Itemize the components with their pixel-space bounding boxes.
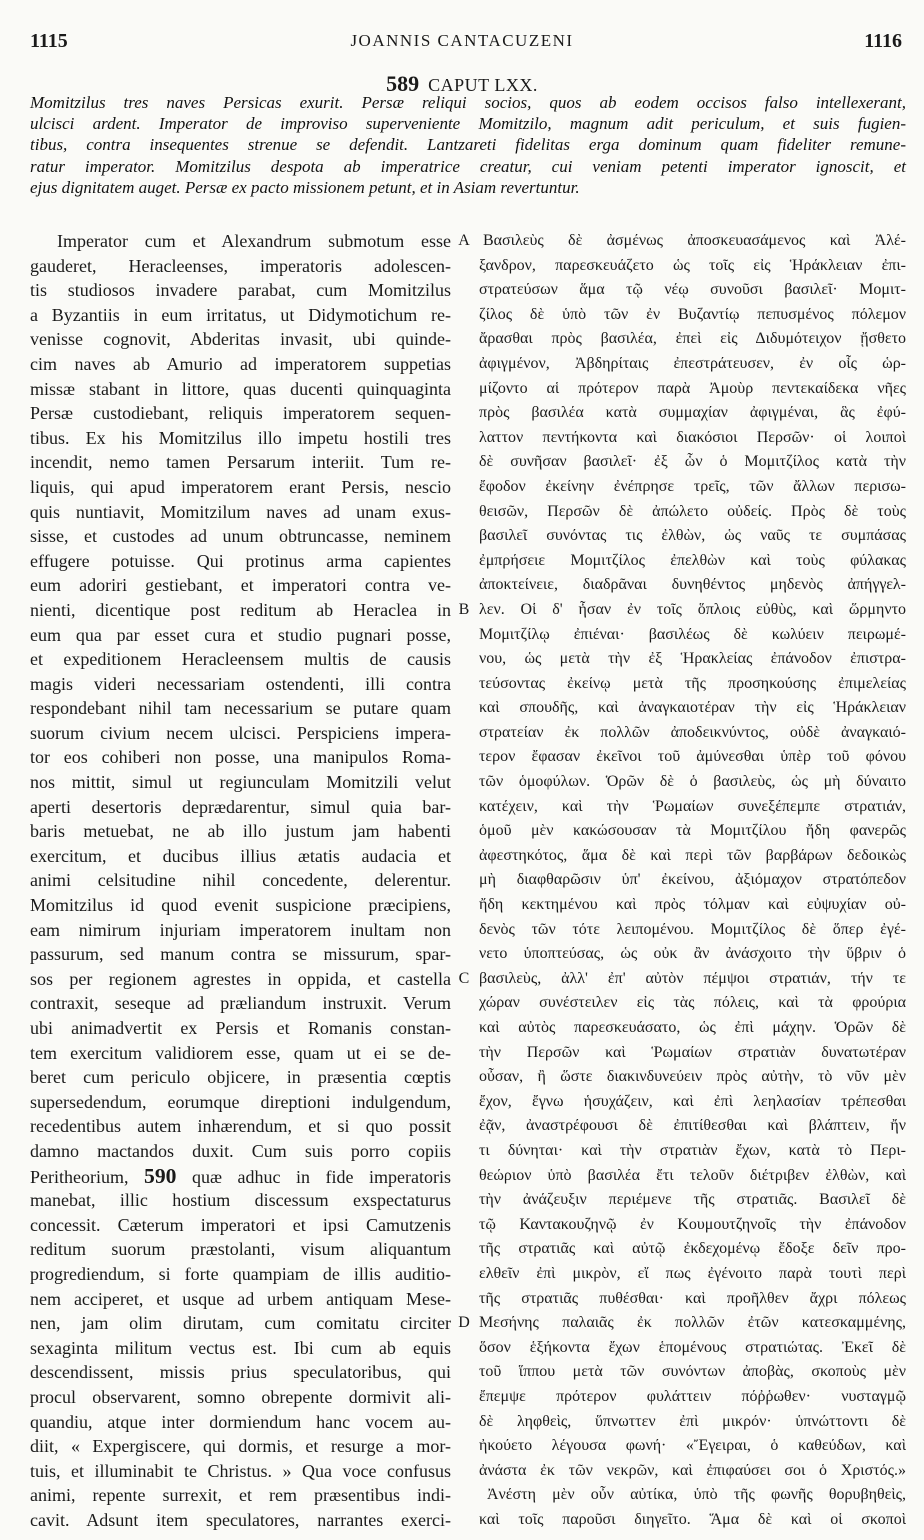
latin-line: et expeditionem Heracleensem multis de causis bbox=[30, 649, 451, 670]
latin-line: tuis, et illuminabit te Christus. » Qua voce confusus bbox=[30, 1460, 451, 1481]
greek-line: ὅσον ἑξήκοντα ἔχων ἑπομένους στρατιώτας. Ἐκεῖ δὲ bbox=[479, 1338, 906, 1356]
latin-line: recedentibus autem inhærendum, et si quo possit bbox=[30, 1116, 451, 1137]
greek-line: τῆς στρατιᾶς πυθέσθαι· καὶ προῆλθεν ἄχρι πόλεως bbox=[479, 1289, 906, 1307]
latin-line: supersedendum, eorumque direptioni indulgendum, bbox=[30, 1091, 451, 1112]
page-number-left: 1115 bbox=[30, 30, 68, 52]
greek-line: τὴν ἀνάζευξιν περιέμενε τῆς στρατιᾶς. Βασιλεῖ δὲ bbox=[479, 1191, 906, 1209]
greek-line: χώραν συνέστειλεν εἰς τὰς πόλεις, καὶ τὰ φρούρια bbox=[479, 994, 906, 1012]
latin-column bbox=[30, 229, 451, 1532]
latin-line: tem exercitum validiorem esse, quam ut ei se de- bbox=[30, 1042, 451, 1063]
latin-line: contraxit, seseque ad præliandum instruxit. Verum bbox=[30, 993, 451, 1014]
margin-marker-c: C bbox=[458, 970, 470, 987]
greek-line: τοῦ ἵππου μετὰ τῶν συνόντων ἀποβὰς, σκοποὺς μὲν bbox=[479, 1363, 906, 1381]
latin-line: liquis, qui apud imperatorem erant Persis, nescio bbox=[30, 476, 451, 497]
summary-line: ratur imperator. Momitzilus despota ab imperatrice creatur, cui veniam petenti imperator ignoscit, et bbox=[30, 156, 906, 176]
latin-line: magis videri necessariam ostendenti, illi contra bbox=[30, 673, 451, 694]
greek-line: ελθεῖν ἐπὶ μικρὸν, εἴ πως ἐγένοιτο παρὰ τουτὶ περὶ bbox=[479, 1264, 906, 1282]
greek-line: Μομιτζίλῳ ἐπιέναι· βασιλέως δὲ κωλύειν πειρωμέ- bbox=[479, 625, 906, 643]
greek-line: τῷ Καντακουζηνῷ ἐν Κουμουτζηνοῖς τὴν ἐπάνοδον bbox=[479, 1215, 906, 1233]
latin-line: procul observarent, somno obrepente dormivit ali- bbox=[30, 1386, 451, 1407]
greek-line: ἤδη κεκτημένου καὶ πρὸς τόλμαν καὶ εὐψυχίαν οὐ- bbox=[479, 896, 906, 914]
margin-marker-d: D bbox=[458, 1314, 470, 1331]
latin-line: Persæ custodiebant, reliquis imperatorem sequen- bbox=[30, 403, 451, 424]
greek-line: στρατεύσων ἅμα τῷ νέῳ συνοῦσι βασιλεῖ· Μομιτ- bbox=[479, 281, 906, 299]
latin-line: Momitzilus id quod evenit suspicione præcipiens, bbox=[30, 895, 451, 916]
summary-line: Momitzilus tres naves Persicas exurit. Persæ reliqui socios, quos ab eodem occisos falso intellexerant, bbox=[30, 93, 906, 112]
latin-line: descendissent, missis prius speculatoribus, qui bbox=[30, 1362, 451, 1383]
latin-line: diit, « Expergiscere, qui dormis, et resurge a mor- bbox=[30, 1436, 451, 1457]
latin-line: eam nimirum injuriam imperatorem inultam non bbox=[30, 919, 451, 940]
latin-line: tis studiosos invadere parabat, cum Momitzilus bbox=[30, 280, 451, 301]
greek-line: ἄρασθαι πρὸς βασιλέα, ἐπεὶ εἰς Διδυμότειχον ᾔσθετο bbox=[479, 330, 906, 348]
greek-line: Μεσήνης παλαιᾶς ἐκ πολλῶν ἐτῶν κατεσκαμμένης, bbox=[479, 1314, 906, 1332]
latin-line: exercitum, et ducibus illius ætatis audacia et bbox=[30, 845, 451, 866]
greek-line: ὁμοῦ μὲν κακώσουσαν τὰ Μομιτζίλου ἤδη φανερῶς bbox=[479, 822, 906, 840]
greek-line: κατέχειν, καὶ τὴν Ῥωμαίων συνεξέπεμπε στρατιάν, bbox=[479, 797, 906, 815]
greek-line: ἀνάστα ἐκ τῶν νεκρῶν, καὶ ἐπιφαύσει σοι ὁ Χριστός.» bbox=[479, 1461, 906, 1479]
greek-line: μίζοντο αἱ πρότερον παρὰ Ἀμοὺρ πεντεκαίδεκα νῆες bbox=[479, 379, 906, 397]
summary-line: ejus dignitatem auget. Persæ ex pacto missionem petunt, et in Asiam revertuntur. bbox=[30, 177, 580, 197]
latin-line bbox=[30, 1164, 451, 1189]
summary-line: ulcisci ardent. Imperator de improviso superveniente Momitzilo, magnum adit periculum, et suis fugien- bbox=[30, 114, 906, 134]
greek-line: ἀποκτείνειε, διαδρᾶναι δυνηθέντος μηδενὸς ἀπήγγελ- bbox=[479, 576, 906, 594]
greek-column bbox=[479, 229, 906, 1532]
latin-line: baris metuebat, ne ab illo justum jam habenti bbox=[30, 821, 451, 842]
greek-line: νου, ὡς μετὰ τὴν ἐξ Ἡρακλείας ἐπάνοδον ἐπιστρα- bbox=[479, 650, 906, 668]
latin-line: nem acciperet, et usque ad urbem antiquam Mese- bbox=[30, 1288, 451, 1309]
greek-line: οὖσαν, ἢ ὥστε διακινδυνεύειν πρὸς αὐτὴν, τὸ νῦν μὲν bbox=[479, 1068, 906, 1086]
greek-line: πρὸς βασιλέα κατὰ συμμαχίαν ἀφιγμέναι, ἃς ἐφύ- bbox=[479, 404, 906, 422]
greek-line: ἐᾷν, ἀναστρέφουσι δὲ ἐπιτίθεσθαι καὶ βλάπτειν, ἤν bbox=[479, 1117, 906, 1135]
greek-line: λεν. Οἱ δ' ἦσαν ἐν τοῖς ὅπλοις εὐθὺς, καὶ ὥρμηντο bbox=[479, 600, 906, 618]
greek-line: ἀφεστηκότος, ἅμα δὲ καὶ περὶ τῶν βαρβάρων δεδοικὼς bbox=[479, 846, 906, 864]
latin-line: animi celsitudine nihil concedente, delerentur. bbox=[30, 870, 451, 891]
chapter-page-number: 589 bbox=[386, 71, 420, 96]
greek-line: δὲ ληφθεὶς, ὕπνωττεν ἐπὶ μικρόν· ὑπνώττοντι δὲ bbox=[479, 1412, 906, 1430]
greek-line: ἔφοδον ἐκείνην ἐνέπρησε τρεῖς, τῶν ἄλλων περισω- bbox=[479, 477, 906, 495]
latin-line: animi, repente surrexit, et rem præsentibus indi- bbox=[30, 1485, 451, 1506]
greek-line: ζίλος δὲ ὑπὸ τῶν ἐν Βυζαντίῳ πεπυσμένος πόλεμον bbox=[479, 305, 906, 323]
latin-line: beret cum periculo objicere, in præsentia cœptis bbox=[30, 1067, 451, 1088]
greek-line: τῶν ὁμοφύλων. Ὁρῶν δὲ ὁ βασιλεὺς, ὡς μὴ δύναιτο bbox=[479, 773, 906, 791]
greek-line: ξανδρον, παρεσκευάζετο ὡς τοῖς εἰς Ἡράκλειαν ἐπι- bbox=[479, 256, 906, 274]
greek-line: στρατείαν ἐκ πολλῶν ἀποδεικνύντος, οὐδὲ ἀναγκαιό- bbox=[479, 723, 906, 741]
greek-line: θεώριον ὑπὸ βασιλέα ἔτι τελοῦν διέτριβεν ἐλθὼν, καὶ bbox=[479, 1166, 906, 1184]
latin-line: reditum suorum præstolanti, visum aliquantum bbox=[30, 1239, 451, 1260]
greek-line: καὶ αὐτὸς παρεσκευάσατο, ὡς ἐπὶ μάχην. Ὁρῶν δὲ bbox=[479, 1019, 906, 1036]
latin-line: damno mactandos duxit. Cum suis porro copiis bbox=[30, 1140, 451, 1161]
greek-line: νετο ὑποπτεύσας, ὡς οὐκ ἂν ἀνάσχοιτο τὴν ὕβριν ὁ bbox=[479, 945, 906, 963]
greek-line: καὶ τοῖς παροῦσι διηγεῖτο. Ἅμα δὲ καὶ οἱ σκοποὶ bbox=[479, 1510, 906, 1528]
margin-marker-a: A bbox=[458, 232, 470, 249]
greek-line: ἠκούετο λέγουσα φωνή· «Ἔγειραι, ὁ καθεύδων, καὶ bbox=[479, 1437, 906, 1455]
greek-line: τῆς στρατιᾶς καὶ αὐτῷ ἐκδεχομένῳ ἔδοξε δεῖν προ- bbox=[479, 1240, 906, 1258]
summary-line: tibus, contra insequentes strenue se defendit. Lantzareti fidelitas erga dominum quam fideliter remune- bbox=[30, 135, 906, 155]
latin-line: gauderet, Heracleenses, imperatoris adolescen- bbox=[30, 255, 451, 276]
greek-line: καὶ σπουδῆς, καὶ ἀναγκαιοτέραν τὴν εἰς Ἡράκλειαν bbox=[479, 699, 906, 717]
latin-line: missæ stabant in littore, quas ducenti quinquaginta bbox=[30, 378, 451, 399]
greek-line: ἔπεμψε πρότερον φυλάττειν πόῤῥωθεν· νυσταγμῷ bbox=[479, 1387, 906, 1405]
greek-line: βασιλεὺς, ἀλλ' ἐπ' αὐτὸν πέμψοι στρατιάν, τήν τε bbox=[479, 969, 906, 987]
chapter-summary bbox=[30, 92, 906, 198]
greek-line: δὲ συνῆσαν βασιλεῖ· ἐξ ὧν ὁ Μομιτζίλος κατὰ τὴν bbox=[479, 453, 906, 471]
line-segment: quæ adhuc in fide imperatoris bbox=[191, 1166, 451, 1187]
latin-line: suorum civium necem ulcisci. Perspiciens impera- bbox=[30, 722, 451, 743]
latin-line: nen, jam olim dirutam, cum comitatu circiter bbox=[30, 1313, 451, 1334]
greek-line: τερον ἔφασαν ἐκεῖνοι τοῦ ἀμύνεσθαι ὑπὲρ τοῦ φόνου bbox=[479, 748, 906, 766]
greek-line: ἐμπρήσειε Μομιτζίλος ἐπελθὼν καὶ τοὺς φύλακας bbox=[479, 551, 906, 569]
latin-line: nos mittit, simul ut regiunculam Momitzili velut bbox=[30, 772, 451, 793]
greek-line: μὴ διαφθαρῶσιν ὑπ' ἐκείνου, ἀξιόμαχον στρατόπεδον bbox=[479, 871, 906, 889]
latin-line: venisse cognovit, Abderitas invasit, ubi quinde- bbox=[30, 329, 451, 350]
latin-line: effugere potuisse. Qui protinus arma capientes bbox=[30, 550, 451, 571]
latin-line: a Byzantiis in eum irritatus, ut Didymotichum re- bbox=[30, 304, 451, 325]
greek-line: τὴν Περσῶν καὶ Ῥωμαίων στρατιὰν δυνατωτέραν bbox=[479, 1043, 906, 1061]
latin-line: quandiu, atque inter dormiendum hanc vocem au- bbox=[30, 1411, 451, 1432]
greek-line: λαττον πεντήκοντα καὶ διακόσιοι Περσῶν· οἱ λοιποὶ bbox=[479, 428, 906, 446]
greek-line: τεύσοντας ἐκείνῳ μετὰ τῆς προσηκούσης ἐπιμελείας bbox=[479, 674, 906, 692]
greek-line: δενὸς τῶν τότε λειπομένου. Μομιτζίλος δὲ ὅπερ ἐγέ- bbox=[479, 920, 906, 938]
latin-line: Imperator cum et Alexandrum submotum esse bbox=[57, 231, 451, 251]
margin-marker-b: B bbox=[458, 601, 470, 618]
line-segment: Peritheorium, bbox=[30, 1166, 129, 1187]
greek-line: Βασιλεὺς δὲ ἀσμένως ἀποσκευασάμενος καὶ Ἀλέ- bbox=[483, 232, 906, 249]
latin-line: progrediendum, si forte quampiam de illis auditio- bbox=[30, 1263, 451, 1284]
latin-line: sisse, et custodes ad unum obtruncasse, neminem bbox=[30, 526, 451, 547]
greek-line: ἀφιγμένον, Ἀβδηρίταις ἐπεστράτευσεν, ἐν οἷς ὡρ- bbox=[479, 354, 906, 372]
greek-line: βασιλεῖ συνόντας τις ἐλθὼν, ὡς ναῦς τε συμπάσας bbox=[479, 527, 906, 545]
running-title: JOANNIS CANTACUZENI bbox=[350, 31, 574, 50]
latin-line: incendit, nemo tamen Persarum interiit. Tum re- bbox=[30, 452, 451, 473]
latin-line: aperti desertoris deprædarentur, simul quia bar- bbox=[30, 796, 451, 817]
latin-line: nienti, dicentique post reditum ab Heraclea in bbox=[30, 599, 451, 620]
chapter-title: CAPUT LXX. bbox=[428, 75, 538, 95]
latin-line: sexaginta militum vectus est. Ibi cum ab equis bbox=[30, 1337, 451, 1358]
latin-line: eum adoriri gestiebant, et imperatori contra ve- bbox=[30, 575, 451, 596]
latin-line: quis nuntiavit, Momitzilum naves ad unam exus- bbox=[30, 501, 451, 522]
greek-line: Ἀνέστη μὲν οὖν αὐτίκα, ὑπὸ τῆς φωνῆς θορυβηθεὶς, bbox=[487, 1486, 906, 1504]
latin-line: eum qua par esset cura et studio pugnari posse, bbox=[30, 624, 451, 645]
greek-line: ἔχον, ἔγνω ἡσυχάζειν, καὶ ἐπὶ λεηλασίαν τρέπεσθαι bbox=[479, 1092, 906, 1110]
greek-line: θεισῶν, Περσῶν δὲ ἀπώλετο οὐδείς. Πρὸς δὲ τοὺς bbox=[479, 502, 906, 520]
latin-line: ubi animadvertit ex Persis et Romanis constan- bbox=[30, 1018, 451, 1038]
latin-line: manebat, illic hostium discessum exspectaturus bbox=[30, 1190, 451, 1211]
latin-line: concessit. Cæterum imperatori et ipsi Camutzenis bbox=[30, 1214, 451, 1235]
latin-line: tibus. Ex his Momitzilus illo impetu hostili tres bbox=[30, 427, 451, 448]
latin-line: cavit. Adsunt item speculatores, narrantes exerci- bbox=[30, 1509, 451, 1530]
column-page-number: 590 bbox=[144, 1163, 177, 1188]
page-number-right: 1116 bbox=[864, 30, 902, 52]
latin-line: respondebant nihil tam necessarium se putare quam bbox=[30, 698, 451, 719]
latin-line: cim naves ab Amurio ad imperatorem suppetias bbox=[30, 353, 451, 374]
latin-line: sos per regionem agrestes in oppida, et castella bbox=[30, 968, 451, 989]
latin-line: passurum, sed manum contra se missurum, spar- bbox=[30, 944, 451, 965]
greek-line: τι δύνηται· καὶ τὴν στρατιὰν ἔχων, κατὰ τὸ Περι- bbox=[479, 1141, 906, 1159]
latin-line: tor eos cohiberi non posse, una manipulos Roma- bbox=[30, 747, 451, 768]
